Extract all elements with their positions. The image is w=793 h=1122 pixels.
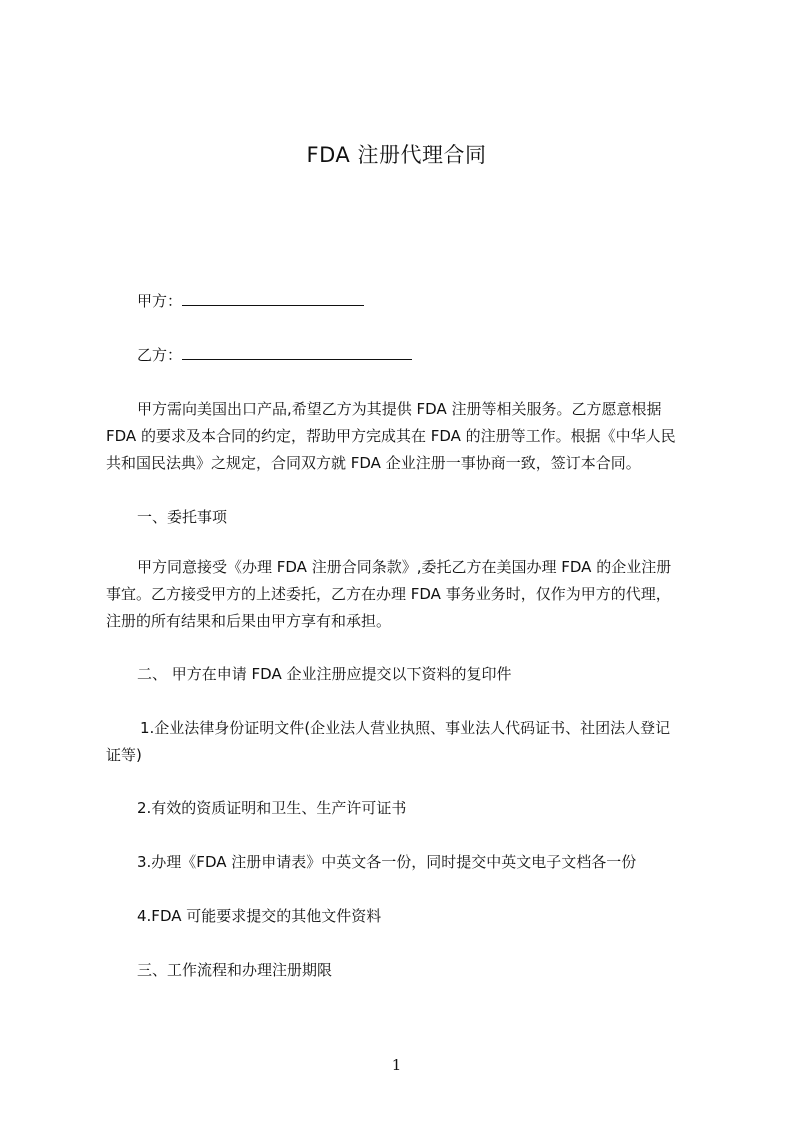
party-a-label: 甲方： xyxy=(137,292,183,310)
document-title: FDA 注册代理合同 xyxy=(306,143,487,167)
item-4: 4.FDA 可能要求提交的其他文件资料 xyxy=(137,907,382,925)
section-3-heading: 三、工作流程和办理注册期限 xyxy=(137,961,333,979)
intro-line-2: FDA 的要求及本合同的约定，帮助甲方完成其在 FDA 的注册等工作。根据《中华人民 xyxy=(106,427,676,445)
section-1-line-3: 注册的所有结果和后果由甲方享有和承担。 xyxy=(106,612,392,630)
section-1-heading: 一、委托事项 xyxy=(137,508,228,526)
section-1-line-1: 甲方同意接受《办理 FDA 注册合同条款》,委托乙方在美国办理 FDA 的企业注册 xyxy=(137,558,672,576)
party-b-line xyxy=(137,345,412,365)
item-1-line-1: 1.企业法律身份证明文件(企业法人营业执照、事业法人代码证书、社团法人登记 xyxy=(140,719,671,737)
party-b-label: 乙方： xyxy=(137,346,183,364)
item-1-line-2: 证等) xyxy=(106,746,142,764)
party-a-line xyxy=(137,291,364,311)
item-2: 2.有效的资质证明和卫生、生产许可证书 xyxy=(137,799,407,817)
section-2-heading: 二、 甲方在申请 FDA 企业注册应提交以下资料的复印件 xyxy=(137,665,512,683)
page-number: 1 xyxy=(391,1056,402,1074)
party-a-blank xyxy=(182,292,364,306)
intro-line-1: 甲方需向美国出口产品,希望乙方为其提供 FDA 注册等相关服务。乙方愿意根据 xyxy=(137,400,662,418)
intro-line-3: 共和国民法典》之规定，合同双方就 FDA 企业注册一事协商一致，签订本合同。 xyxy=(106,454,641,472)
item-3: 3.办理《FDA 注册申请表》中英文各一份，同时提交中英文电子文档各一份 xyxy=(137,853,637,871)
party-b-blank xyxy=(182,346,412,360)
section-1-line-2: 事宜。乙方接受甲方的上述委托，乙方在办理 FDA 事务业务时，仅作为甲方的代理， xyxy=(106,585,671,603)
